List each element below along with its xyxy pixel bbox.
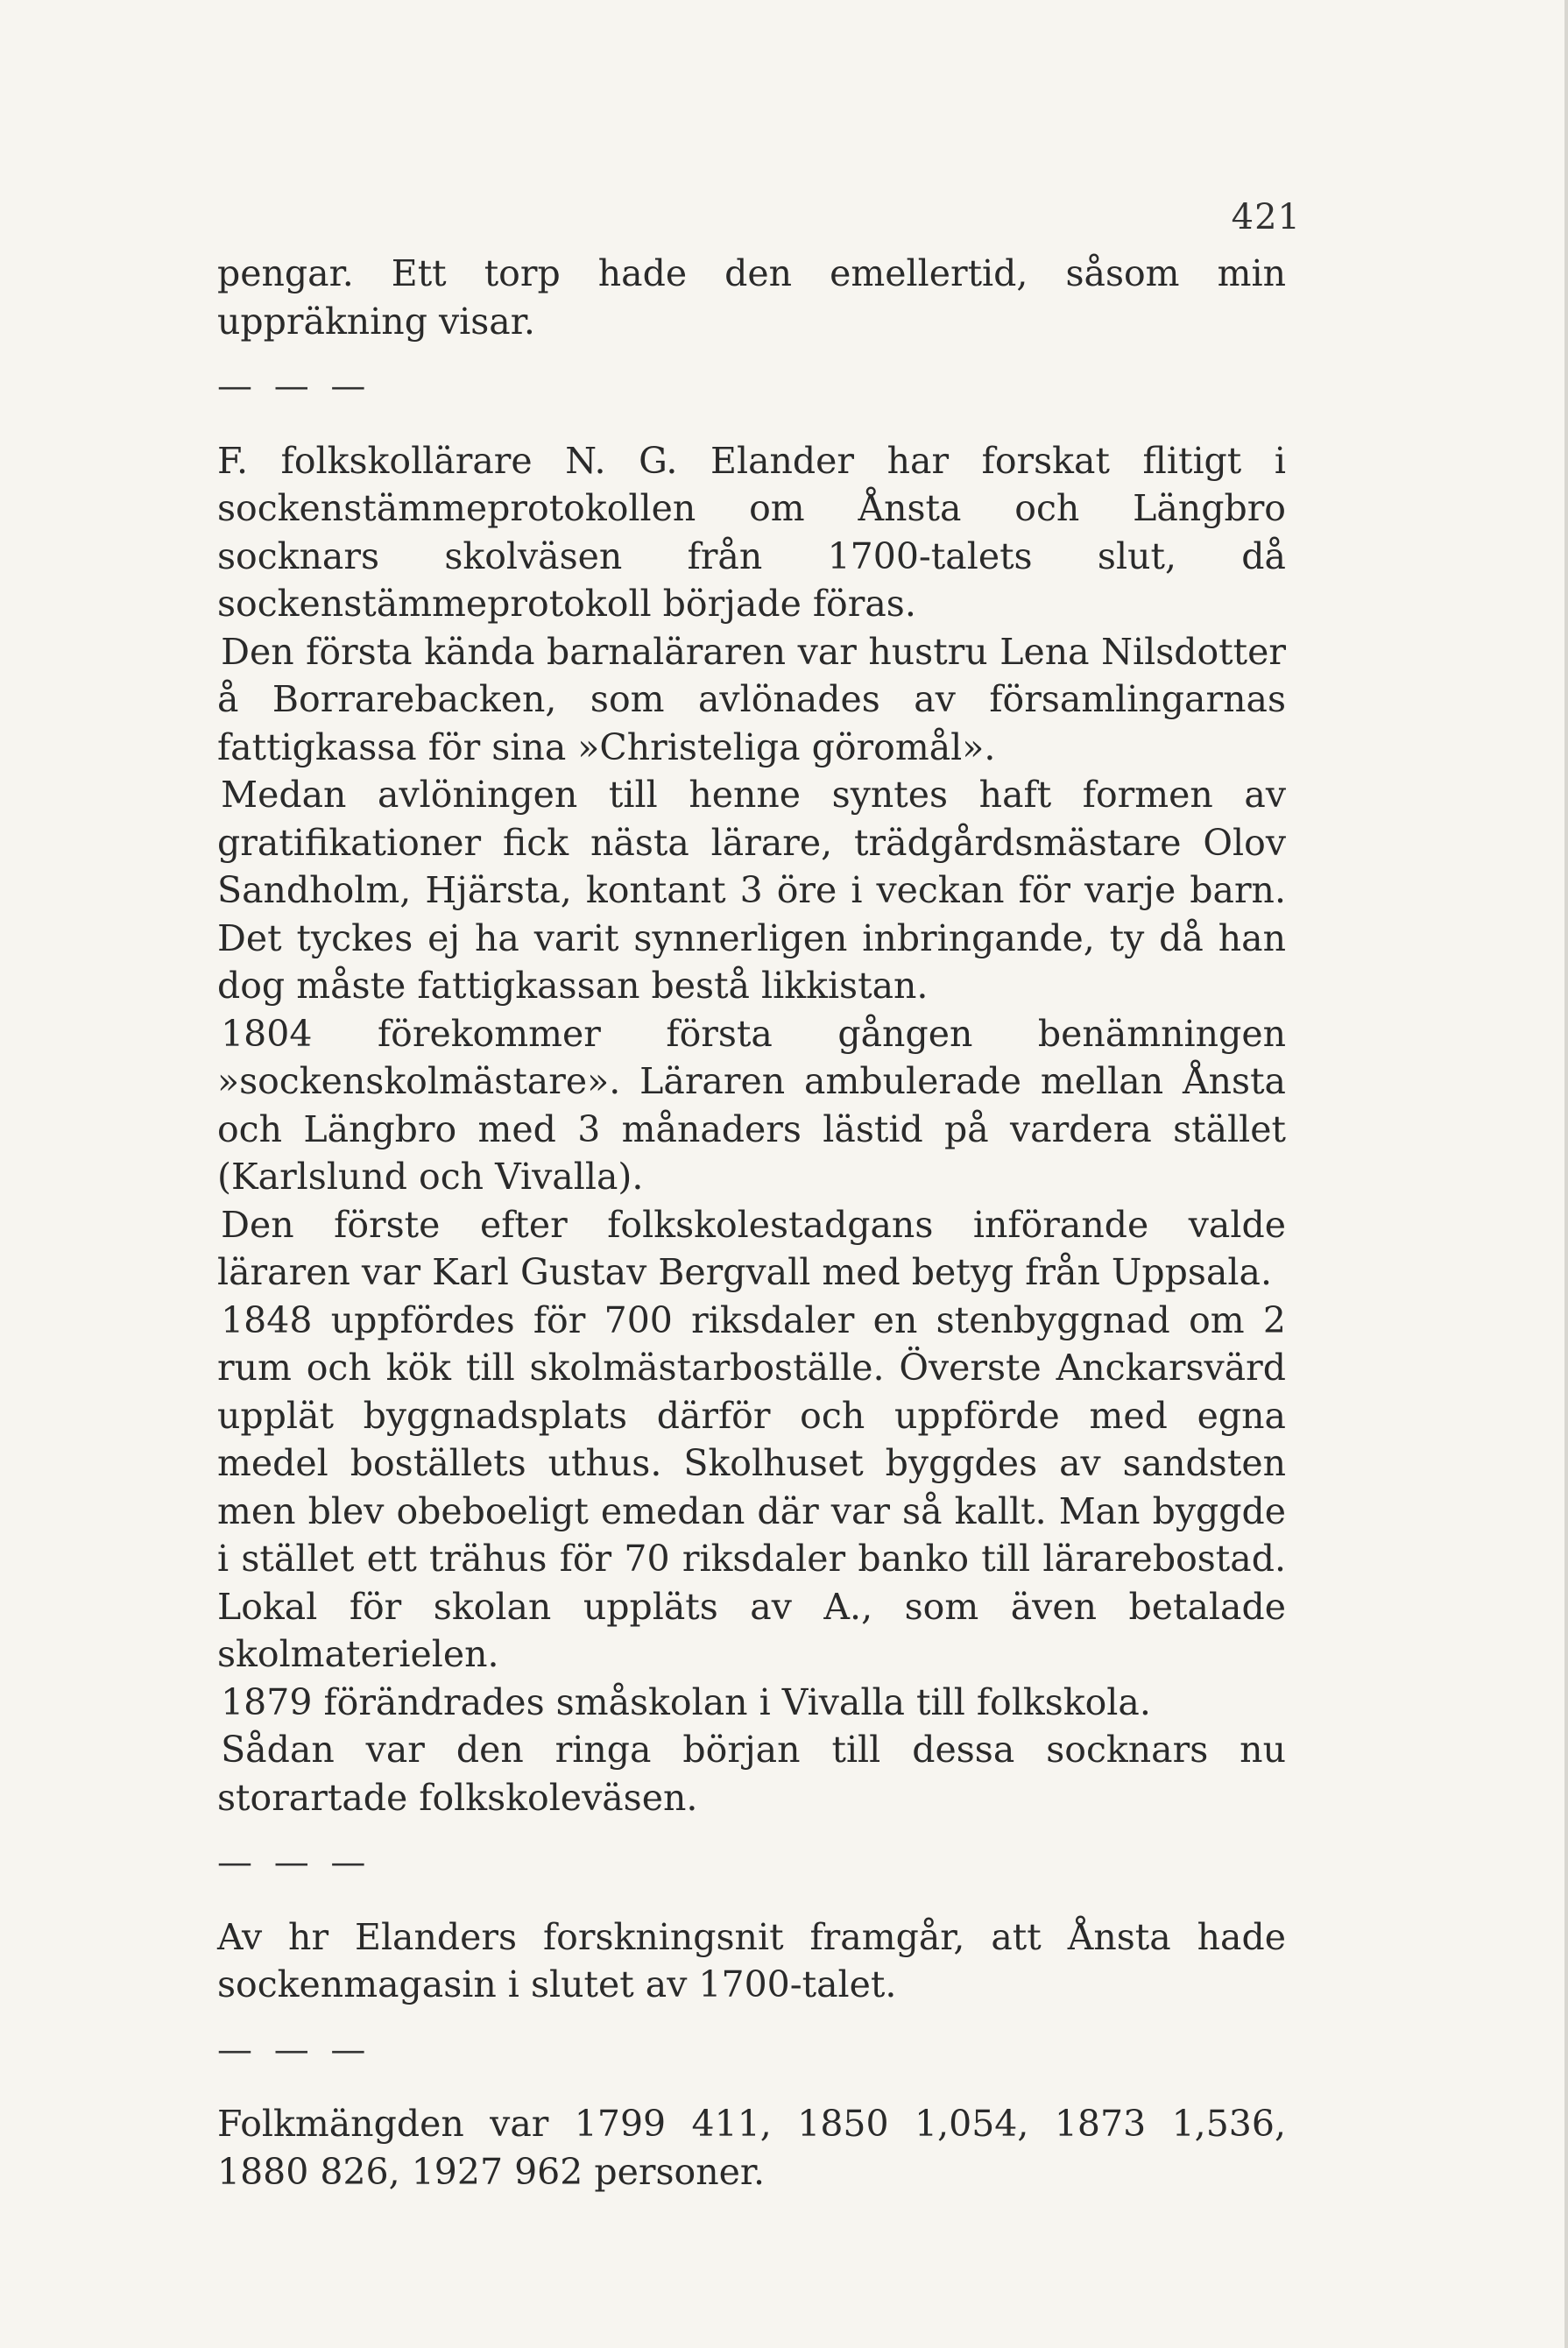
paragraph-1879: 1879 förändrades småskolan i Vivalla till folkskola. — [221, 1680, 1151, 1723]
body-text — [217, 250, 1286, 2196]
paragraph-first-teacher: Den första kända barnaläraren var hustru Lena Nilsdotter å Borrarebacken, som avlönades av församlingarnas fattigkassa för sina »Christeliga göromål». — [217, 630, 1286, 768]
section-separator: — — — — [217, 2029, 371, 2070]
page-edge-shadow — [1564, 0, 1568, 2348]
paragraph-population: Folkmängden var 1799 411, 1850 1,054, 1873 1,536, 1880 826, 1927 962 personer. — [217, 2103, 1286, 2193]
paragraph-sockenmagasin: Av hr Elanders forskningsnit framgår, att Ånsta hade sockenmagasin i slutet av 1700-talet. — [217, 1915, 1286, 2005]
paragraph-1804: 1804 förekommer första gången benämningen »sockenskolmästare». Läraren ambulerade mellan Ånsta och Längbro med 3 månaders lästid på vardera stället (Karlslund och Vivalla). — [217, 1012, 1286, 1198]
paragraph-1848: 1848 uppfördes för 700 riksdaler en stenbyggnad om 2 rum och kök till skolmästarboställe. Överste Anckarsvärd upplät byggnadsplats därför och uppförde med egna medel boställets uthus. Skolhuset byggdes av sandsten men blev obeboeligt emedan där var så kallt. Man byggde i stället ett trähus för 70 riksdaler banko till lärarebostad. Lokal för skolan uppläts av A., som även betalade skolmaterielen. — [217, 1298, 1286, 1675]
section-separator: — — — — [217, 1842, 371, 1883]
paragraph-intro: pengar. Ett torp hade den emellertid, såsom min uppräkning visar. — [217, 252, 1286, 343]
paragraph-salary: Medan avlöningen till henne syntes haft formen av gratifikationer fick nästa lärare, trädgårdsmästare Olov Sandholm, Hjärsta, kontant 3 öre i veckan för varje barn. Det tyckes ej ha varit synnerligen inbringande, ty då han dog måste fattigkassan bestå likkistan. — [217, 774, 1286, 1007]
page-number: 421 — [1231, 197, 1301, 237]
section-separator: — — — — [217, 366, 371, 407]
paragraph-conclusion: Sådan var den ringa början till dessa socknars nu storartade folkskoleväsen. — [217, 1729, 1286, 1819]
paragraph-elander-research: F. folkskollärare N. G. Elander har forskat flitigt i sockenstämmeprotokollen om Ånsta och Längbro socknars skolväsen från 1700-talets slut, då sockenstämmeprotokoll började föras. — [217, 439, 1286, 625]
paragraph-bergvall: Den förste efter folkskolestadgans införande valde läraren var Karl Gustav Bergvall med betyg från Uppsala. — [217, 1203, 1286, 1293]
